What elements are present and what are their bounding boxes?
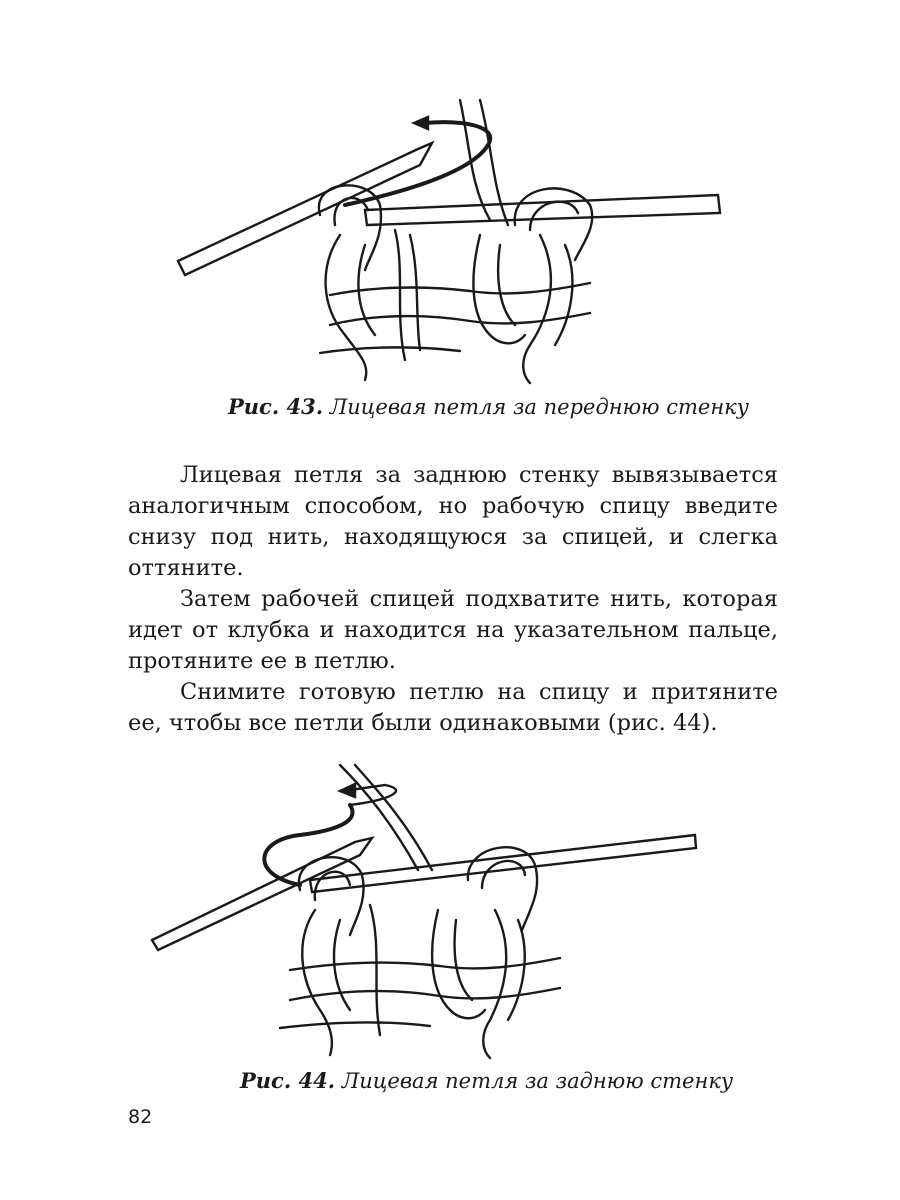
body-text <box>128 460 778 739</box>
figure-43-caption <box>228 394 749 419</box>
figure-44-illustration <box>150 760 730 1060</box>
paragraph: Снимите готовую петлю на спицу и притяните ее, чтобы все петли были одинаковыми (рис. 44). <box>128 679 778 736</box>
paragraph: Затем рабочей спицей подхватите нить, которая идет от клубка и находится на указательном пальце, протяните ее в петлю. <box>128 586 778 674</box>
figure-43-number: Рис. 43. <box>228 394 324 419</box>
figure-44-title: Лицевая петля за заднюю стенку <box>341 1069 734 1093</box>
figure-43-illustration <box>170 85 750 385</box>
figure-44-caption <box>240 1068 733 1093</box>
paragraph: Лицевая петля за заднюю стенку вывязывается аналогичным способом, но рабочую спицу введите снизу под нить, находящуюся за спицей, и слегка оттяните. <box>128 462 778 581</box>
figure-43-title: Лицевая петля за переднюю стенку <box>329 395 749 419</box>
figure-44-number: Рис. 44. <box>240 1068 336 1093</box>
page-number: 82 <box>128 1106 153 1128</box>
